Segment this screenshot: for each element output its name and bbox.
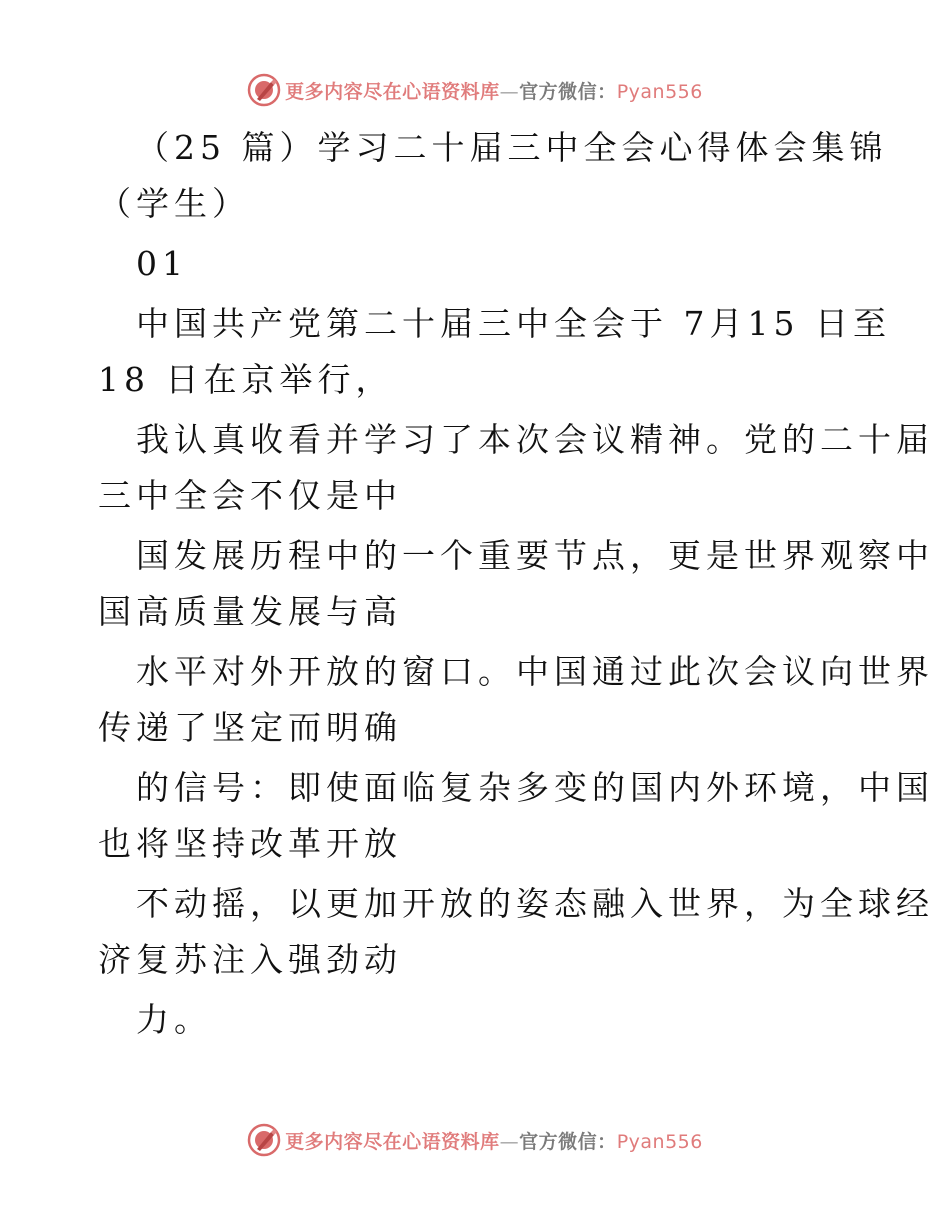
banner-wechat-id: Pyan556: [616, 1130, 703, 1153]
paragraph-line: 传递了坚定而明确: [98, 708, 402, 747]
paragraph-line: 不动摇，以更加开放的姿态融入世界，为全球经: [136, 884, 934, 923]
paragraph-line: 的信号：即使面临复杂多变的国内外环境，中国: [136, 768, 934, 807]
paragraph-line: 水平对外开放的窗口。中国通过此次会议向世界: [136, 652, 934, 691]
banner-wechat-id: Pyan556: [616, 80, 703, 103]
paragraph-line: 也将坚持改革开放: [98, 824, 402, 863]
banner-main-text: 更多内容尽在心语资料库: [285, 1130, 500, 1153]
banner-dash: —: [499, 80, 520, 103]
paragraph-line: 18 日在京举行，: [98, 360, 394, 399]
document-title: （25 篇）学习二十届三中全会心得体会集锦: [136, 128, 888, 167]
paragraph-line: 国发展历程中的一个重要节点，更是世界观察中: [136, 536, 934, 575]
banner-contact-label: 官方微信：: [519, 1130, 617, 1153]
header-banner: [0, 70, 950, 110]
section-number: 01: [136, 244, 188, 283]
paragraph-line: 国高质量发展与高: [98, 592, 402, 631]
paragraph-line: 中国共产党第二十届三中全会于 7月15 日至: [136, 304, 891, 343]
paragraph-line: 力。: [136, 1000, 212, 1039]
footer-banner: [0, 1120, 950, 1160]
pen-logo-icon: [247, 73, 281, 107]
paragraph-line: 三中全会不仅是中: [98, 476, 402, 515]
document-title-continued: （学生）: [98, 184, 250, 223]
banner-contact-label: 官方微信：: [519, 80, 617, 103]
paragraph-line: 济复苏注入强劲动: [98, 940, 402, 979]
paragraph-line: 我认真收看并学习了本次会议精神。党的二十届: [136, 420, 934, 459]
banner-main-text: 更多内容尽在心语资料库: [285, 80, 500, 103]
pen-logo-icon: [247, 1123, 281, 1157]
banner-dash: —: [499, 1130, 520, 1153]
